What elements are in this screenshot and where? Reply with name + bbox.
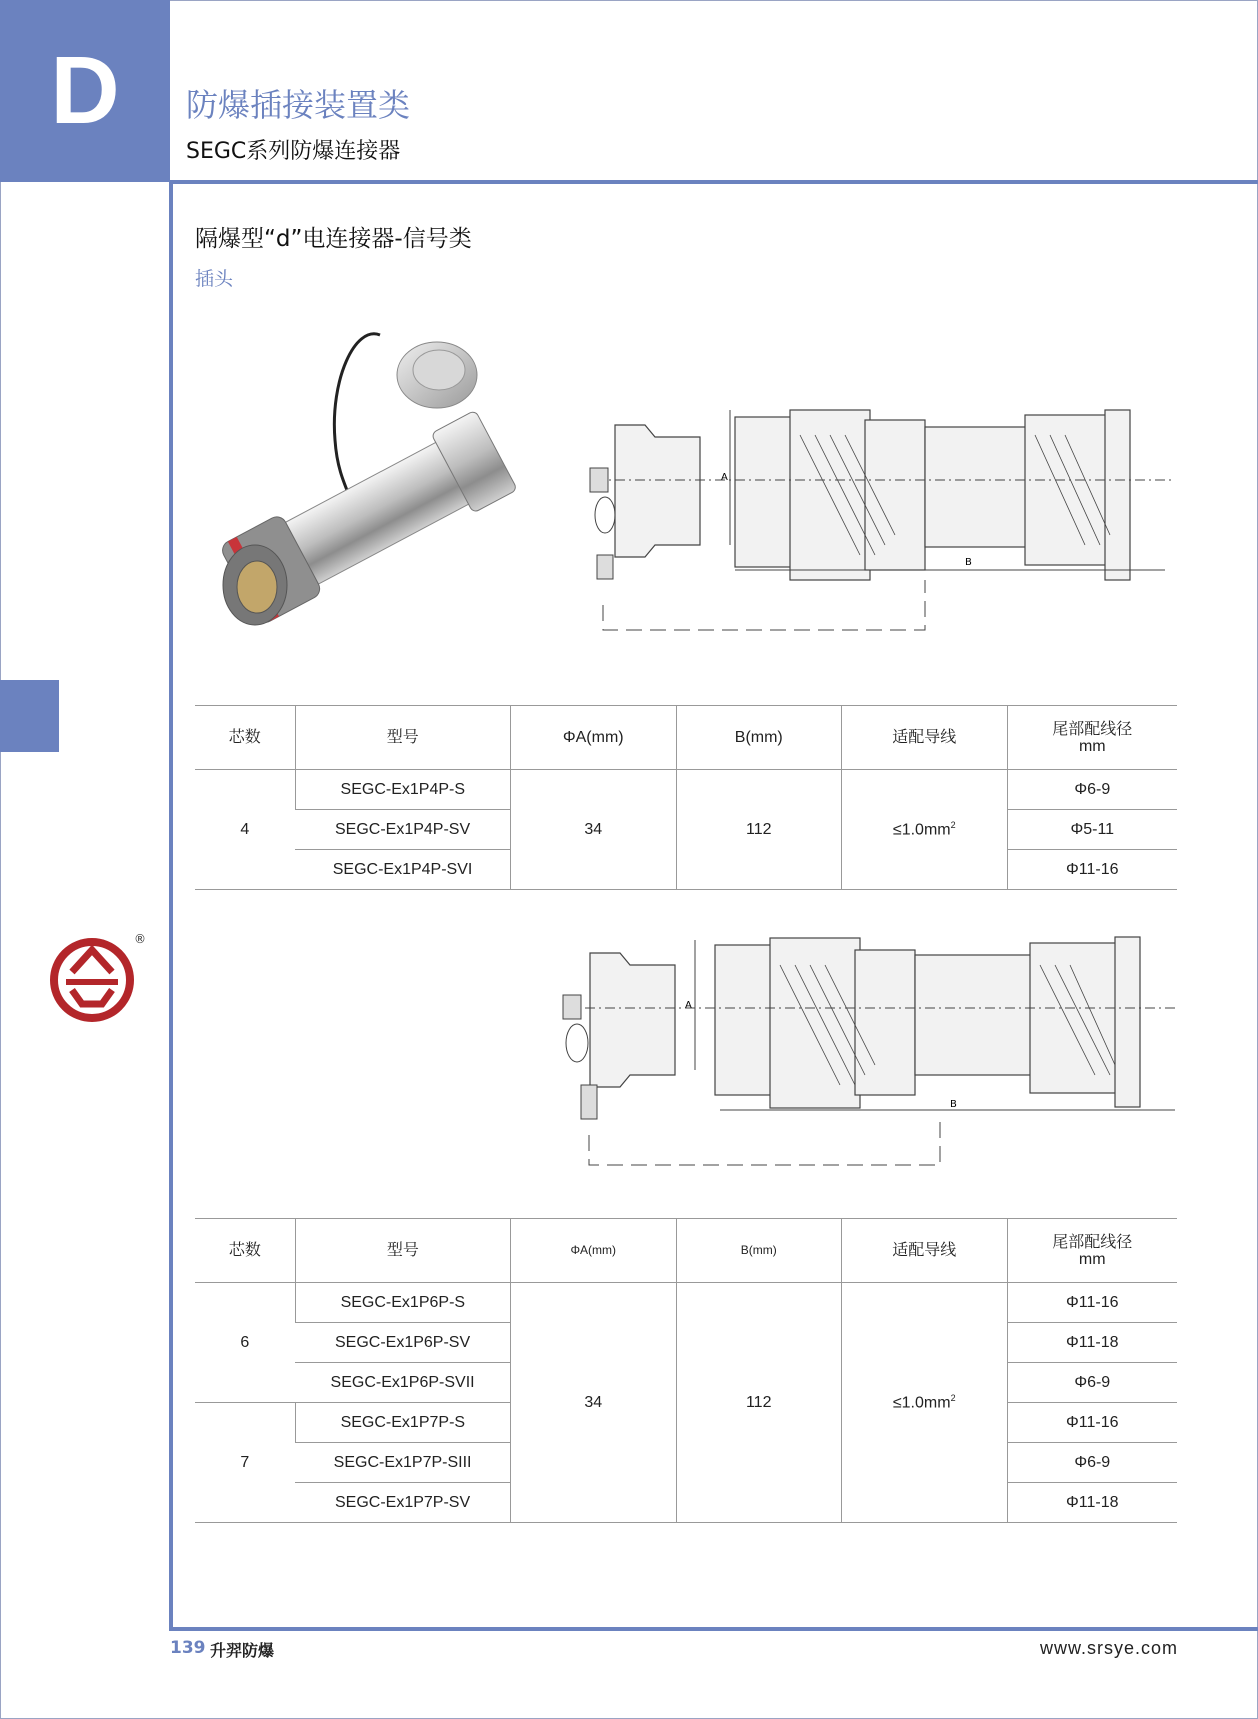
cores-cell: 4 (195, 770, 295, 890)
table-header-row (195, 1219, 1177, 1283)
model-cell: SEGC-Ex1P4P-S (295, 770, 510, 810)
header-cores: 芯数 (195, 1219, 295, 1283)
model-cell: SEGC-Ex1P4P-SVI (295, 850, 510, 890)
wire-cell (841, 1283, 1007, 1523)
b-cell: 112 (676, 770, 841, 890)
header-model: 型号 (295, 1219, 510, 1283)
company-logo (50, 932, 140, 1022)
footer-brand: 升羿防爆 (210, 1641, 275, 1660)
spec-table-1 (195, 705, 1177, 890)
dimension-b-label: B (965, 557, 972, 568)
tail-cell: Φ5-11 (1007, 810, 1177, 850)
header-cores: 芯数 (195, 706, 295, 770)
spec-table-2 (195, 1218, 1177, 1523)
table-row (195, 770, 1177, 810)
a-cell: 34 (511, 1283, 677, 1523)
section-letter: D (50, 37, 120, 144)
header-tail (1007, 1219, 1177, 1283)
model-cell: SEGC-Ex1P7P-SIII (295, 1443, 510, 1483)
tail-cell: Φ11-18 (1007, 1483, 1177, 1523)
left-rule (169, 182, 173, 1630)
header-a: ΦA(mm) (511, 1219, 677, 1283)
cores-cell: 7 (195, 1403, 295, 1523)
model-cell: SEGC-Ex1P4P-SV (295, 810, 510, 850)
header-wire: 适配导线 (842, 706, 1008, 770)
tail-cell: Φ11-16 (1007, 850, 1177, 890)
header-b: B(mm) (676, 1219, 841, 1283)
tail-cell: Φ6-9 (1007, 1443, 1177, 1483)
footer-rule (169, 1627, 1258, 1631)
header-a: ΦA(mm) (510, 706, 676, 770)
model-cell: SEGC-Ex1P6P-S (295, 1283, 510, 1323)
wire-sup: 2 (950, 819, 956, 830)
tail-cell: Φ11-16 (1007, 1403, 1177, 1443)
product-subtitle: 插头 (195, 268, 234, 290)
model-cell: SEGC-Ex1P7P-S (295, 1403, 510, 1443)
tail-cell: Φ6-9 (1007, 1363, 1177, 1403)
header-tail-line2: mm (1078, 1250, 1106, 1268)
header-wire: 适配导线 (841, 1219, 1007, 1283)
header-tail-line2: mm (1078, 737, 1106, 755)
header-b: B(mm) (676, 706, 841, 770)
tail-cell: Φ6-9 (1007, 770, 1177, 810)
side-tab (0, 680, 59, 752)
model-cell: SEGC-Ex1P7P-SV (295, 1483, 510, 1523)
header-tail-line1: 尾部配线径 (1052, 720, 1133, 738)
cores-cell: 6 (195, 1283, 295, 1403)
series-title: SEGC系列防爆连接器 (186, 139, 401, 164)
tail-cell: Φ11-16 (1007, 1283, 1177, 1323)
page-number: 139 (170, 1638, 206, 1658)
table-header-row (195, 706, 1177, 770)
dimension-b-label: B (950, 1099, 957, 1110)
wire-sup: 2 (950, 1392, 956, 1403)
product-photo (215, 320, 545, 660)
product-title: 隔爆型“d”电连接器-信号类 (195, 226, 472, 252)
model-cell: SEGC-Ex1P6P-SVII (295, 1363, 510, 1403)
header-tail-line1: 尾部配线径 (1052, 1233, 1133, 1251)
model-cell: SEGC-Ex1P6P-SV (295, 1323, 510, 1363)
b-cell: 112 (676, 1283, 841, 1523)
header-model: 型号 (295, 706, 510, 770)
wire-value: ≤1.0mm (892, 1394, 951, 1412)
dimension-drawing-1 (585, 405, 1185, 635)
website-link[interactable]: www.srsye.com (1039, 1638, 1178, 1658)
wire-cell (842, 770, 1008, 890)
dimension-drawing-2 (555, 935, 1185, 1175)
tail-cell: Φ11-18 (1007, 1323, 1177, 1363)
dimension-a-label: A (721, 472, 728, 483)
header-tail (1007, 706, 1177, 770)
header-rule (170, 180, 1258, 184)
category-title: 防爆插接装置类 (186, 86, 411, 124)
wire-value: ≤1.0mm (892, 821, 951, 839)
registered-mark: ® (134, 932, 146, 946)
dimension-a-label: A (685, 1000, 692, 1011)
table-row (195, 1283, 1177, 1323)
a-cell: 34 (510, 770, 676, 890)
